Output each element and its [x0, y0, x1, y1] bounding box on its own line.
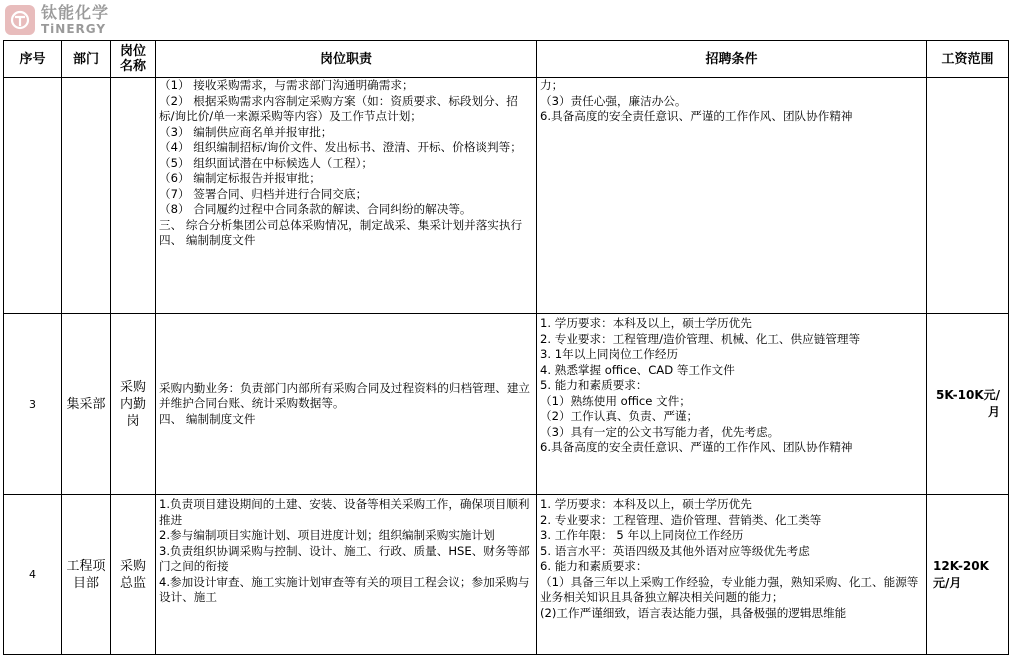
requirement-line: 3. 工作年限： 5 年以上同岗位工作经历 — [540, 528, 744, 542]
row-position: 采购总监 — [111, 495, 156, 655]
row-salary: 12K-20K元/月 — [927, 495, 1009, 655]
duty-line: 2.参与编制项目实施计划、项目进度计划；组织编制采购实施计划 — [159, 528, 495, 542]
row-duties — [156, 78, 537, 314]
row-position — [111, 78, 156, 314]
duty-line: （8） 合同履约过程中合同条款的解读、合同纠纷的解决等。 — [159, 202, 472, 216]
row-position: 采购内勤岗 — [111, 314, 156, 495]
requirement-line: 3. 1年以上同岗位工作经历 — [540, 347, 679, 361]
header-dept: 部门 — [62, 41, 111, 78]
requirement-line: 1. 学历要求：本科及以上，硕士学历优先 — [540, 316, 752, 330]
requirement-line: 2. 专业要求：工程管理、造价管理、营销类、化工类等 — [540, 512, 822, 527]
requirement-line: 1. 学历要求：本科及以上，硕士学历优先 — [540, 497, 752, 511]
requirement-line: 5. 语言水平：英语四级及其他外语对应等级优先考虑 — [540, 543, 810, 558]
row-no: 3 — [4, 314, 62, 495]
row-dept — [62, 78, 111, 314]
requirement-line: （2）工作认真、负责、严谨； — [540, 409, 699, 423]
header-duties: 岗位职责 — [156, 41, 537, 78]
table-header-row — [4, 41, 1009, 78]
company-logo — [5, 4, 109, 36]
row-dept: 集采部 — [62, 314, 111, 495]
requirement-line: 力； — [540, 78, 564, 92]
duty-line: 四、 编制制度文件 — [159, 411, 256, 426]
table-row — [4, 78, 1009, 314]
requirement-line: （1）熟练使用 office 文件； — [540, 393, 691, 408]
header-requirements: 招聘条件 — [537, 41, 927, 78]
row-requirements — [537, 314, 927, 495]
duty-line: （4） 组织编制招标/询价文件、发出标书、澄清、开标、价格谈判等；（5） 组织面试潜在中标候选人（工程）； — [159, 140, 522, 170]
row-requirements — [537, 78, 927, 314]
logo-en-text: TiNERGY — [41, 22, 107, 36]
row-requirements — [537, 495, 927, 655]
duty-line: 三、 综合分析集团公司总体采购情况，制定战采、集采计划并落实执行 — [159, 217, 523, 232]
requirement-line: 5. 能力和素质要求： — [540, 378, 648, 392]
recruitment-table — [3, 40, 1009, 655]
duty-line: 四、 编制制度文件 — [159, 233, 256, 247]
row-salary: 5K-10K元/月 — [927, 314, 1009, 495]
duty-line: 4.参加设计审查、施工实施计划审查等有关的项目工程会议；参加采购与设计、施工 — [159, 574, 530, 604]
table-row — [4, 495, 1009, 655]
duty-line: 3.负责组织协调采购与控制、设计、施工、行政、质量、HSE、财务等部门之间的衔接 — [159, 543, 530, 573]
requirement-line: （1）具备三年以上采购工作经验，专业能力强，熟知采购、化工、能源等业务相关知识且具备独立解决相关问题的能力； — [540, 574, 919, 604]
requirement-line: 6.具备高度的安全责任意识、严谨的工作作风、团队协作精神 — [540, 109, 853, 123]
duty-line: 采购内勤业务：负责部门内部所有采购合同及过程资料的归档管理、建立并维护合同台账、统计采购数据等。 — [159, 380, 531, 411]
requirement-line: 4. 熟悉掌握 office、CAD 等工作文件 — [540, 362, 735, 377]
header-no: 序号 — [4, 41, 62, 78]
duty-line: （3） 编制供应商名单并报审批； — [159, 124, 333, 139]
requirement-line: 6.具备高度的安全责任意识、严谨的工作作风、团队协作精神 — [540, 440, 853, 454]
duty-line: （7） 签署合同、归档并进行合同交底； — [159, 186, 368, 201]
header-salary: 工资范围 — [927, 41, 1009, 78]
duty-line: （2） 根据采购需求内容制定采购方案（如：资质要求、标段划分、招标/询比价/单一来源采购等内容）及工作节点计划； — [159, 93, 518, 123]
row-salary — [927, 78, 1009, 314]
duty-line: （6） 编制定标报告并报审批； — [159, 171, 321, 185]
row-duties — [156, 314, 537, 495]
header-position-text: 岗位名称 — [119, 44, 146, 74]
requirement-line: （3）责任心强，廉洁办公。 — [540, 93, 687, 108]
duty-line: 1.负责项目建设期间的土建、安装、设备等相关采购工作，确保项目顺利推进 — [159, 497, 530, 527]
duty-line: （1） 接收采购需求，与需求部门沟通明确需求； — [159, 78, 414, 92]
requirement-line: (2)工作严谨细致，语言表达能力强，具备极强的逻辑思维能 — [540, 605, 847, 620]
logo-symbol-icon — [9, 9, 31, 31]
header-position — [111, 41, 156, 78]
requirement-line: 6. 能力和素质要求： — [540, 559, 648, 573]
row-no — [4, 78, 62, 314]
row-duties — [156, 495, 537, 655]
logo-cn-text: 钛能化学 — [41, 3, 110, 22]
row-no: 4 — [4, 495, 62, 655]
logo-icon — [5, 5, 35, 35]
table-row — [4, 314, 1009, 495]
requirement-line: 2. 专业要求：工程管理/造价管理、机械、化工、供应链管理等 — [540, 331, 861, 346]
row-dept: 工程项目部 — [62, 495, 111, 655]
requirement-line: （3）具有一定的公文书写能力者，优先考虑。 — [540, 424, 780, 439]
